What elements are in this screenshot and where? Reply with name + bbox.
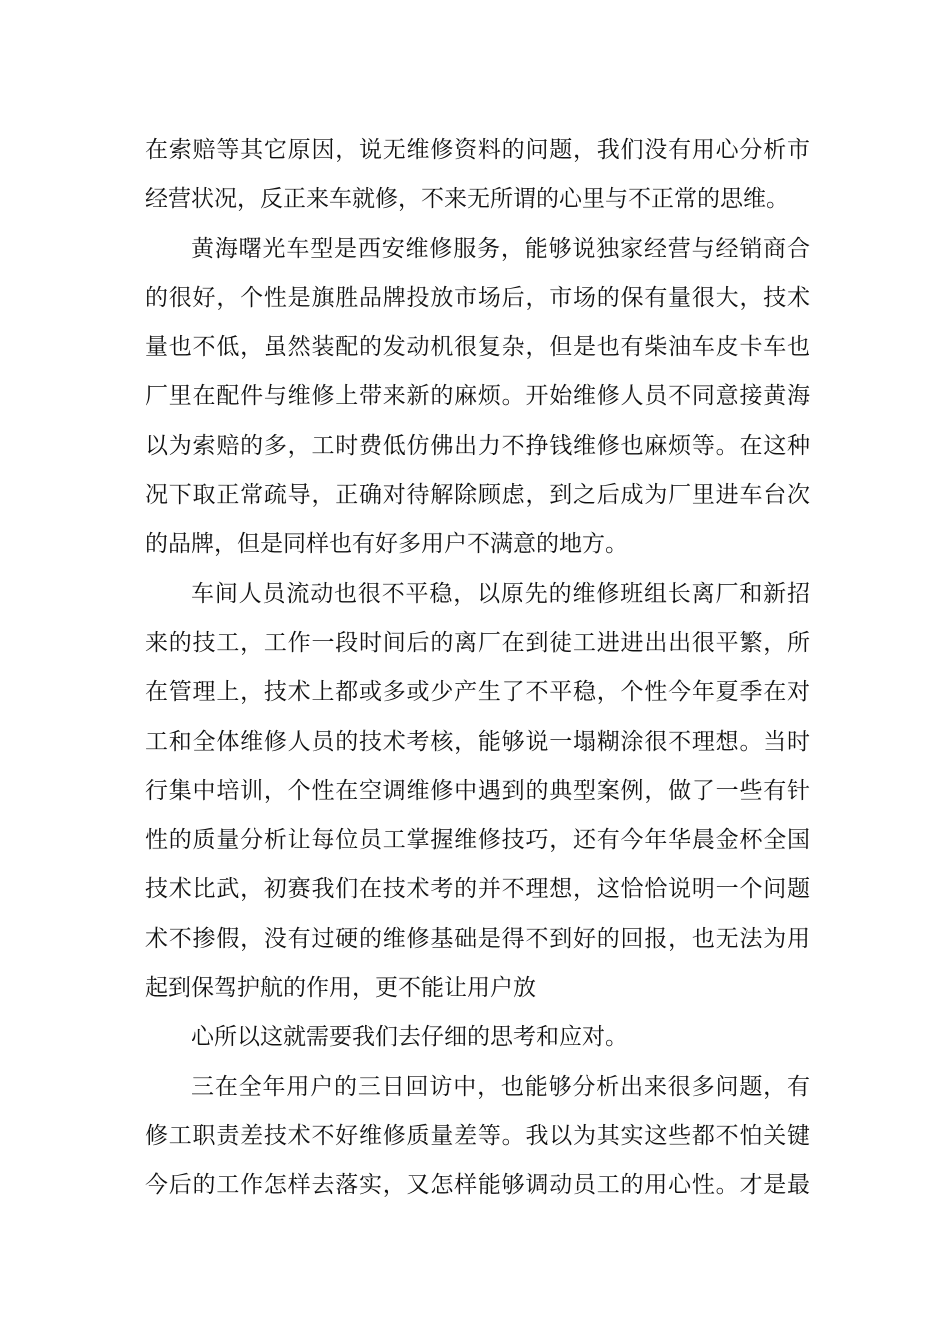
- text-line: 工和全体维修人员的技术考核，能够说一塌糊涂很不理想。当时: [145, 728, 810, 755]
- text-line: 在管理上，技术上都或多或少产生了不平稳，个性今年夏季在对: [145, 679, 810, 706]
- text-line: 厂里在配件与维修上带来新的麻烦。开始维修人员不同意接黄海: [145, 383, 810, 410]
- text-line: 技术比武，初赛我们在技术考的并不理想，这恰恰说明一个问题: [145, 876, 810, 903]
- text-line: 行集中培训，个性在空调维修中遇到的典型案例，做了一些有针: [145, 777, 810, 804]
- text-line: 黄海曙光车型是西安维修服务，能够说独家经营与经销商合: [191, 235, 810, 262]
- text-line: 量也不低，虽然装配的发动机很复杂，但是也有柴油车皮卡车也: [145, 334, 810, 361]
- text-line: 的品牌，但是同样也有好多用户不满意的地方。: [145, 531, 628, 558]
- text-line: 经营状况，反正来车就修，不来无所谓的心里与不正常的思维。: [145, 186, 789, 213]
- text-line: 以为索赔的多，工时费低仿佛出力不挣钱维修也麻烦等。在这种: [145, 432, 810, 459]
- text-line: 修工职责差技术不好维修质量差等。我以为其实这些都不怕关键: [145, 1122, 810, 1149]
- text-line: 起到保驾护航的作用，更不能让用户放: [145, 975, 536, 1002]
- text-line: 术不掺假，没有过硬的维修基础是得不到好的回报，也无法为用: [145, 925, 810, 952]
- text-line: 的很好，个性是旗胜品牌投放市场后，市场的保有量很大，技术: [145, 284, 810, 311]
- text-line: 况下取正常疏导，正确对待解除顾虑，到之后成为厂里进车台次: [145, 482, 810, 509]
- text-line: 今后的工作怎样去落实，又怎样能够调动员工的用心性。才是最: [145, 1172, 810, 1199]
- text-line: 在索赔等其它原因，说无维修资料的问题，我们没有用心分析市: [145, 137, 810, 163]
- text-line: 性的质量分析让每位员工掌握维修技巧，还有今年华晨金杯全国: [145, 827, 810, 854]
- text-line: 心所以这就需要我们去仔细的思考和应对。: [191, 1024, 628, 1051]
- body-text: [145, 126, 810, 1211]
- text-line: 车间人员流动也很不平稳，以原先的维修班组长离厂和新招: [191, 580, 810, 607]
- text-line: 三在全年用户的三日回访中，也能够分析出来很多问题，有: [191, 1073, 810, 1100]
- text-line: 来的技工，工作一段时间后的离厂在到徒工进进出出很平繁，所: [145, 629, 810, 656]
